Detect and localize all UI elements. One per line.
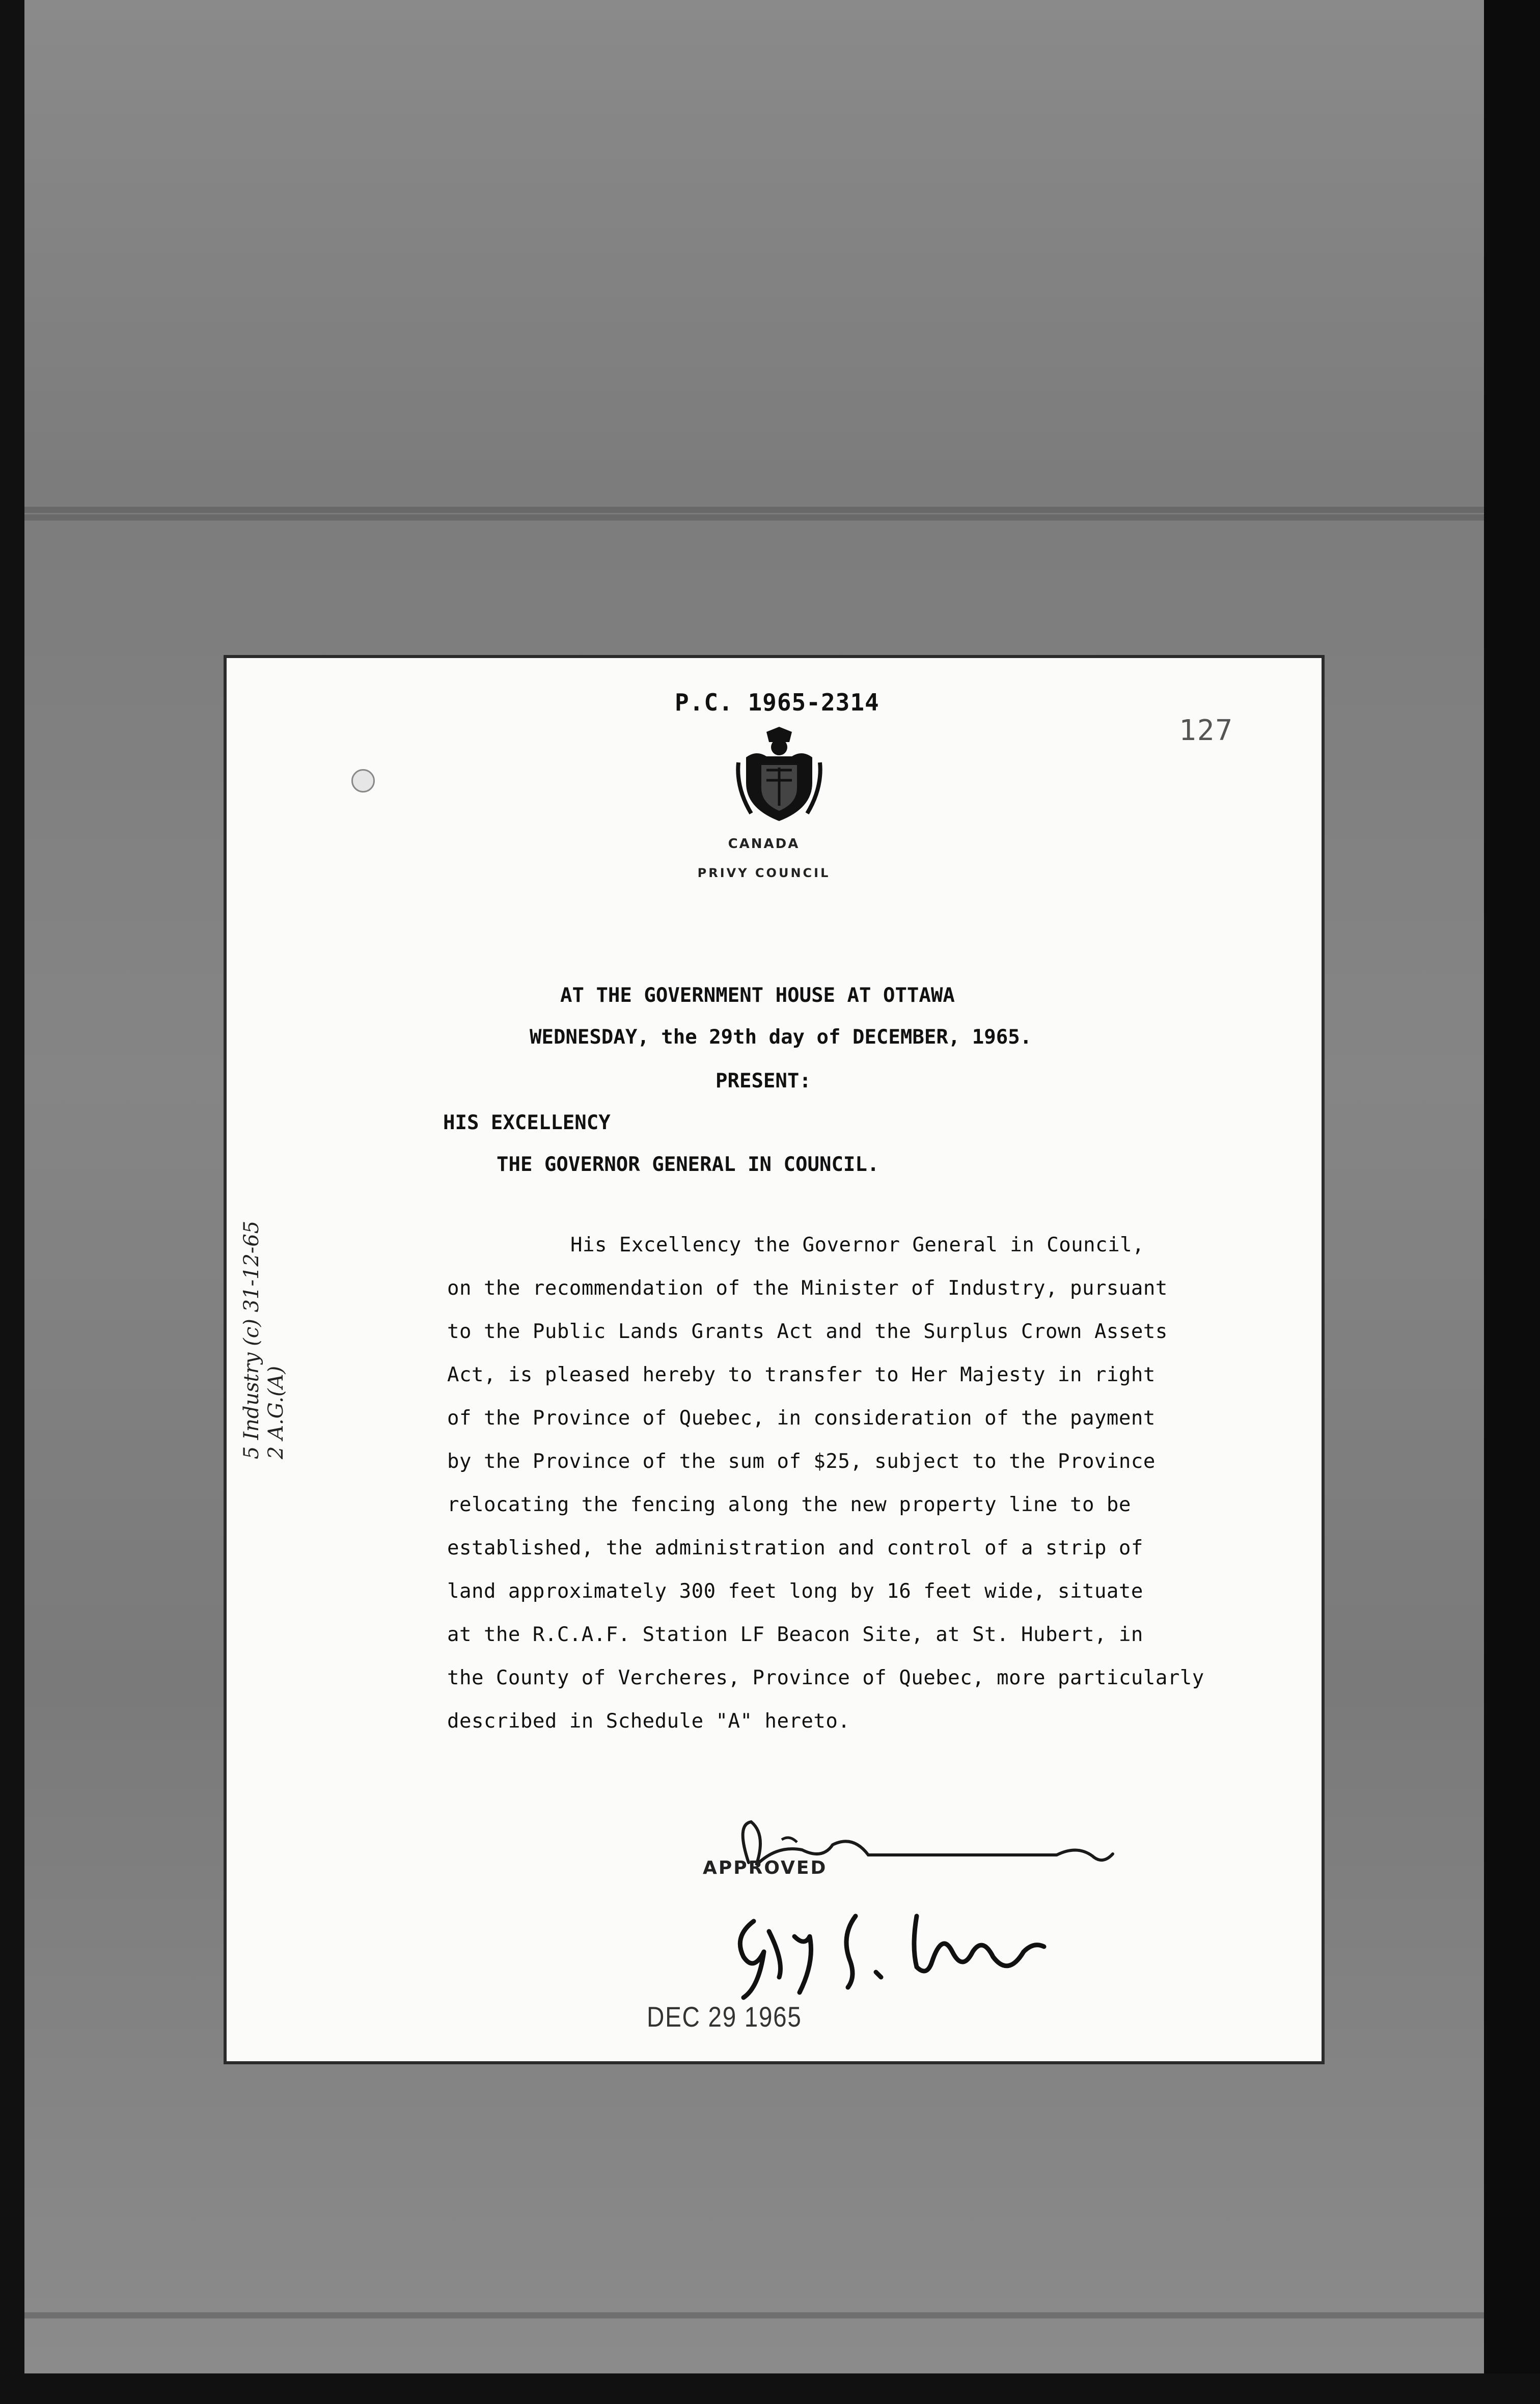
council-caption: PRIVY COUNCIL	[697, 866, 831, 880]
margin-note-line: 5 Industry (c) 31-12-65	[240, 1220, 263, 1459]
body-line: to the Public Lands Grants Act and the Surplus Crown Assets	[447, 1320, 1168, 1343]
margin-note-line: 2 A.G.(A)	[264, 1365, 288, 1459]
body-line: the County of Vercheres, Province of Quebec, more particularly	[447, 1667, 1204, 1689]
body-line: described in Schedule "A" hereto.	[447, 1710, 850, 1733]
punch-hole	[351, 769, 375, 793]
order-in-council-page	[227, 658, 1322, 2061]
body-line: by the Province of the sum of $25, subject to the Province	[447, 1450, 1156, 1473]
body-line: land approximately 300 feet long by 16 feet wide, situate	[447, 1580, 1143, 1603]
body-line: on the recommendation of the Minister of Industry, pursuant	[447, 1277, 1168, 1300]
margin-note	[239, 1221, 288, 1459]
his-excellency: HIS EXCELLENCY	[443, 1111, 611, 1134]
signature-governor-general	[723, 1901, 1049, 2003]
pc-number: P.C. 1965-2314	[675, 689, 879, 716]
film-edge-left	[0, 0, 24, 2404]
body-line: relocating the fencing along the new property line to be	[447, 1493, 1131, 1516]
body-line: established, the administration and control of a strip of	[447, 1537, 1143, 1560]
heading-date: WEDNESDAY, the 29th day of DECEMBER, 1965.	[530, 1026, 1032, 1049]
approved-date-stamp: DEC 29 1965	[647, 2001, 802, 2033]
film-band	[20, 2312, 1487, 2318]
film-edge-right	[1484, 0, 1540, 2404]
film-edge-bottom	[0, 2373, 1540, 2404]
body-line: of the Province of Quebec, in consideration of the payment	[447, 1407, 1156, 1430]
body-line: His Excellency the Governor General in Council,	[570, 1234, 1145, 1256]
body-line: Act, is pleased hereby to transfer to Her Majesty in right	[447, 1363, 1156, 1386]
crest-caption: CANADA	[728, 836, 800, 852]
approved-label: APPROVED	[703, 1857, 828, 1878]
page-number: 127	[1179, 714, 1234, 747]
heading-place: AT THE GOVERNMENT HOUSE AT OTTAWA	[560, 984, 955, 1007]
present-label: PRESENT:	[716, 1070, 811, 1092]
film-band	[20, 514, 1487, 521]
film-band	[20, 507, 1487, 513]
governor-general: THE GOVERNOR GENERAL IN COUNCIL.	[497, 1153, 879, 1176]
coat-of-arms-icon	[736, 727, 822, 824]
body-line: at the R.C.A.F. Station LF Beacon Site, at St. Hubert, in	[447, 1623, 1143, 1646]
